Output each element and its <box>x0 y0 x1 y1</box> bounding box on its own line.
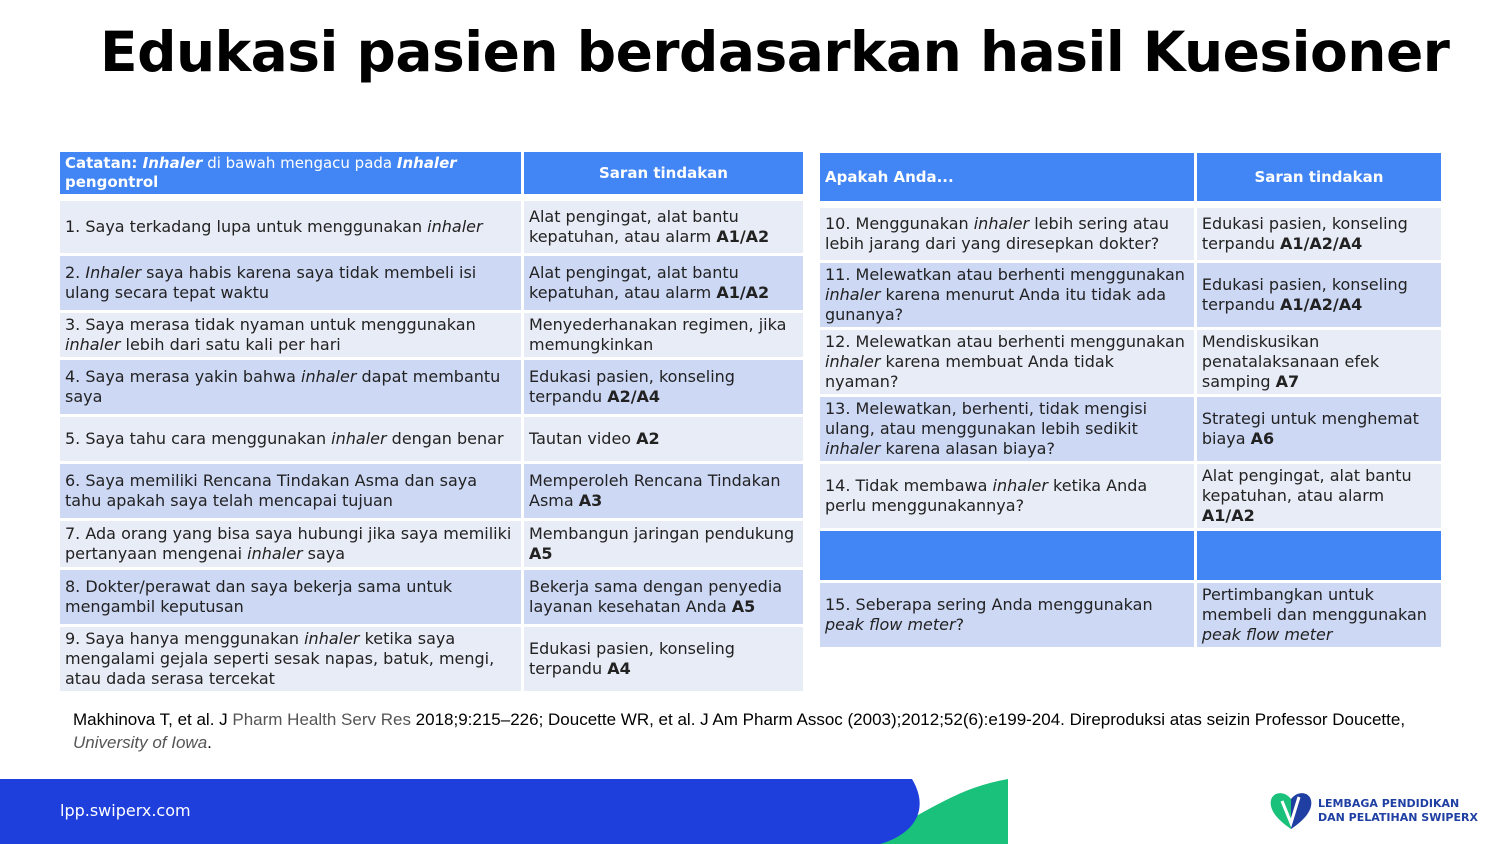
question-cell <box>820 208 1194 260</box>
action-cell <box>524 360 803 414</box>
action-code: A3 <box>578 491 603 510</box>
action-cell <box>524 464 803 518</box>
table-row <box>820 263 1441 327</box>
action-code: A1/A2 <box>716 283 770 302</box>
question-text: 2. <box>65 263 86 282</box>
action-code: A2/A4 <box>607 387 661 406</box>
action-code: A1/A2/A4 <box>1280 234 1363 253</box>
question-text-after: karena alasan biaya? <box>880 439 1055 458</box>
question-italic: inhaler <box>301 367 357 386</box>
action-cell <box>1197 464 1441 528</box>
blank-cell <box>820 531 1194 580</box>
question-text: 8. Dokter/perawat dan saya bekerja sama untuk mengambil keputusan <box>65 577 453 616</box>
table-row <box>60 313 803 357</box>
action-text: Edukasi pasien, konseling terpandu <box>1201 275 1408 314</box>
question-header-cell: Apakah Anda... <box>820 153 1194 201</box>
action-code: A5 <box>529 544 553 563</box>
question-cell <box>60 360 521 414</box>
table-row <box>820 208 1441 260</box>
action-code: A2 <box>636 429 660 448</box>
action-text: Alat pengingat, alat bantu kepatuhan, atau alarm <box>1201 466 1412 505</box>
questionnaire-table-right <box>817 150 1444 650</box>
action-code: A5 <box>731 597 756 616</box>
action-cell <box>1197 330 1441 394</box>
question-cell <box>60 521 521 567</box>
question-text: 3. Saya merasa tidak nyaman untuk menggunakan <box>65 315 476 334</box>
action-text: Edukasi pasien, konseling terpandu <box>529 639 735 678</box>
question-italic: inhaler <box>427 217 483 236</box>
question-text: 10. Menggunakan <box>825 214 974 233</box>
table-row <box>60 417 803 461</box>
question-italic: inhaler <box>65 335 121 354</box>
question-text: 9. Saya hanya menggunakan <box>65 629 305 648</box>
action-code: A4 <box>607 659 631 678</box>
website-link[interactable]: lpp.swiperx.com <box>60 801 191 820</box>
question-text-after: ? <box>955 615 965 634</box>
question-cell <box>820 464 1194 528</box>
action-header-cell: Saran tindakan <box>1197 153 1441 201</box>
action-italic: peak flow meter <box>1201 625 1333 644</box>
page-title: Edukasi pasien berdasarkan hasil Kuesioner <box>100 20 1450 84</box>
question-text-after: ketika saya mengalami gejala seperti sesak napas, batuk, mengi, atau dada serasa tercekat <box>65 629 495 688</box>
action-cell <box>524 570 803 624</box>
action-cell <box>524 256 803 310</box>
question-text-after: ketika Anda perlu menggunakannya? <box>825 476 1148 515</box>
blank-row <box>820 531 1441 580</box>
note-end: pengontrol <box>65 173 159 191</box>
question-text: 4. Saya merasa yakin bahwa <box>65 367 301 386</box>
question-text-after: saya habis karena saya tidak membeli isi ulang secara tepat waktu <box>65 263 477 302</box>
table-row <box>60 360 803 414</box>
question-text: 7. Ada orang yang bisa saya hubungi jika saya memiliki pertanyaan mengenai <box>65 524 512 563</box>
table-row <box>60 570 803 624</box>
citation <box>73 708 1433 754</box>
question-text: 12. Melewatkan atau berhenti menggunakan <box>825 332 1185 351</box>
question-text-after: saya <box>302 544 346 563</box>
citation-part1: Makhinova T, et al. J <box>73 710 233 729</box>
logo-line1: LEMBAGA PENDIDIKAN <box>1318 797 1460 810</box>
question-text-after: dapat membantu saya <box>65 367 501 406</box>
question-italic: inhaler <box>247 544 303 563</box>
table-row <box>820 330 1441 394</box>
question-text: 6. Saya memiliki Rencana Tindakan Asma dan saya tahu apakah saya telah mencapai tujuan <box>65 471 478 510</box>
question-cell <box>820 330 1194 394</box>
action-cell <box>524 521 803 567</box>
logo-line2: DAN PELATIHAN SWIPERX <box>1318 811 1478 824</box>
question-italic: peak flow meter <box>825 615 956 634</box>
question-text-after: karena menurut Anda itu tidak ada gunanya? <box>825 285 1167 324</box>
action-text: Memperoleh Rencana Tindakan Asma <box>529 471 781 510</box>
table-header <box>820 153 1441 201</box>
blank-cell <box>1197 531 1441 580</box>
question-italic: inhaler <box>825 285 881 304</box>
action-code: A6 <box>1250 429 1275 448</box>
table-row <box>60 201 803 253</box>
action-text: Alat pengingat, alat bantu kepatuhan, atau alarm <box>529 263 739 302</box>
note-middle: di bawah mengacu pada <box>202 154 397 172</box>
question-italic: inhaler <box>825 439 881 458</box>
question-cell <box>60 570 521 624</box>
question-cell <box>60 313 521 357</box>
question-italic: Inhaler <box>85 263 142 282</box>
action-code: A1/A2/A4 <box>1280 295 1363 314</box>
table-row <box>60 464 803 518</box>
action-text: Menyederhanakan regimen, jika memungkinkan <box>529 315 787 354</box>
question-text-after: lebih dari satu kali per hari <box>120 335 341 354</box>
question-cell <box>60 201 521 253</box>
logo-text <box>1318 797 1478 825</box>
action-text: Membangun jaringan pendukung <box>529 524 795 543</box>
action-code: A1/A2 <box>716 227 770 246</box>
action-text: Pertimbangkan untuk membeli dan menggunakan <box>1201 585 1427 624</box>
action-cell <box>1197 583 1441 647</box>
action-cell <box>524 417 803 461</box>
citation-part2: 2018;9:215–226; Doucette WR, et al. J Am Pharm Assoc (2003);2012;52(6):e199-204. Direproduksi atas seizin Professor Doucette, <box>410 710 1406 729</box>
citation-part3: . <box>207 733 212 752</box>
action-text: Tautan video <box>529 429 637 448</box>
question-text: 1. Saya terkadang lupa untuk menggunakan <box>65 217 428 236</box>
question-cell <box>60 256 521 310</box>
action-text: Mendiskusikan penatalaksanaan efek samping <box>1201 332 1380 391</box>
questionnaire-table-left <box>57 149 806 694</box>
table-row <box>60 627 803 691</box>
action-text: Alat pengingat, alat bantu kepatuhan, atau alarm <box>529 207 739 246</box>
action-cell <box>524 627 803 691</box>
note-inhaler-1: Inhaler <box>142 154 203 172</box>
action-cell <box>1197 397 1441 461</box>
question-cell <box>60 627 521 691</box>
question-italic: inhaler <box>992 476 1048 495</box>
question-text: 15. Seberapa sering Anda menggunakan <box>825 595 1153 614</box>
action-text: Edukasi pasien, konseling terpandu <box>529 367 735 406</box>
question-cell <box>820 397 1194 461</box>
table-row <box>60 521 803 567</box>
question-italic: inhaler <box>331 429 387 448</box>
table-row <box>820 583 1441 647</box>
citation-university: University of Iowa <box>73 733 208 752</box>
question-text: 14. Tidak membawa <box>825 476 993 495</box>
action-header-cell: Saran tindakan <box>524 152 803 194</box>
action-code: A1/A2 <box>1201 506 1255 525</box>
question-text: 5. Saya tahu cara menggunakan <box>65 429 332 448</box>
question-cell <box>60 464 521 518</box>
table-header <box>60 152 803 194</box>
action-cell <box>524 313 803 357</box>
question-text: 11. Melewatkan atau berhenti menggunakan <box>825 265 1185 284</box>
heart-logo-icon <box>1268 789 1314 833</box>
question-cell <box>60 417 521 461</box>
brand-logo <box>1268 789 1478 833</box>
question-text: 13. Melewatkan, berhenti, tidak mengisi ulang, atau menggunakan lebih sedikit <box>825 399 1148 438</box>
question-text-after: dengan benar <box>386 429 504 448</box>
note-inhaler-2: Inhaler <box>396 154 457 172</box>
question-text-after: lebih sering atau lebih jarang dari yang diresepkan dokter? <box>825 214 1169 253</box>
citation-journal: Pharm Health Serv Res <box>232 710 411 729</box>
action-text: Bekerja sama dengan penyedia layanan kesehatan Anda <box>529 577 783 616</box>
action-cell <box>1197 263 1441 327</box>
action-code: A7 <box>1275 372 1300 391</box>
question-italic: inhaler <box>304 629 360 648</box>
table-row <box>820 464 1441 528</box>
note-header-cell <box>60 152 521 194</box>
note-label: Catatan: <box>65 154 138 172</box>
action-cell <box>1197 208 1441 260</box>
question-cell <box>820 583 1194 647</box>
question-cell <box>820 263 1194 327</box>
action-cell <box>524 201 803 253</box>
action-text: Strategi untuk menghemat biaya <box>1201 409 1419 448</box>
question-italic: inhaler <box>825 352 881 371</box>
table-row <box>820 397 1441 461</box>
question-italic: inhaler <box>973 214 1030 233</box>
table-row <box>60 256 803 310</box>
action-text: Edukasi pasien, konseling terpandu <box>1201 214 1408 253</box>
question-text-after: karena membuat Anda tidak nyaman? <box>825 352 1114 391</box>
